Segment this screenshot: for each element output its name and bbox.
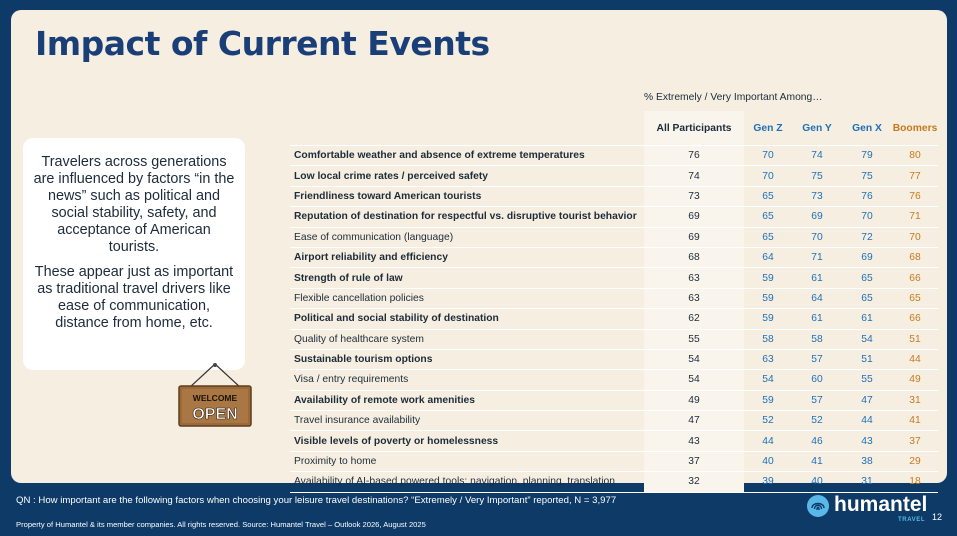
table-row — [290, 247, 938, 267]
column-group-label: % Extremely / Very Important Among… — [644, 91, 823, 103]
value-gen-z: 59 — [744, 309, 792, 329]
value-gen-y: 61 — [792, 309, 842, 329]
value-all: 68 — [644, 247, 744, 267]
value-gen-y: 40 — [792, 472, 842, 492]
factor-label: Visible levels of poverty or homelessness — [290, 431, 644, 451]
value-gen-z: 52 — [744, 411, 792, 431]
factor-label: Reputation of destination for respectful vs. disruptive tourist behavior — [290, 207, 644, 227]
table-row — [290, 186, 938, 206]
table-row — [290, 431, 938, 451]
value-gen-z: 39 — [744, 472, 792, 492]
table-row — [290, 349, 938, 369]
value-boomers: 49 — [892, 370, 938, 390]
value-gen-x: 69 — [842, 247, 892, 267]
welcome-open-sign-icon — [177, 362, 253, 428]
table-row — [290, 390, 938, 410]
column-header-all: All Participants — [644, 111, 744, 146]
value-all: 62 — [644, 309, 744, 329]
value-gen-x: 43 — [842, 431, 892, 451]
value-all: 55 — [644, 329, 744, 349]
factor-label: Travel insurance availability — [290, 411, 644, 431]
importance-table — [290, 83, 938, 493]
table-row — [290, 227, 938, 247]
value-boomers: 66 — [892, 268, 938, 288]
factor-label: Sustainable tourism options — [290, 349, 644, 369]
table-row — [290, 166, 938, 186]
value-gen-z: 54 — [744, 370, 792, 390]
humantel-logo — [806, 494, 930, 522]
value-gen-z: 65 — [744, 186, 792, 206]
sign-line-2: OPEN — [192, 406, 238, 423]
value-boomers: 66 — [892, 309, 938, 329]
column-header-gen-y: Gen Y — [792, 111, 842, 146]
table-row — [290, 146, 938, 166]
page-title: Impact of Current Events — [35, 24, 490, 63]
value-all: 54 — [644, 370, 744, 390]
value-all: 63 — [644, 268, 744, 288]
table-row — [290, 268, 938, 288]
table-row — [290, 451, 938, 471]
copyright-notice: Property of Humantel & its member companies. All rights reserved. Source: Humantel Travel – Outlook 2026, August 2025 — [16, 520, 426, 529]
content-card — [11, 10, 947, 488]
factor-label: Availability of AI-based powered tools: navigation, planning, translation — [290, 472, 644, 492]
value-gen-x: 31 — [842, 472, 892, 492]
value-gen-z: 44 — [744, 431, 792, 451]
value-gen-y: 46 — [792, 431, 842, 451]
table-row — [290, 329, 938, 349]
factor-label: Low local crime rates / perceived safety — [290, 166, 644, 186]
value-all: 32 — [644, 472, 744, 492]
value-gen-x: 54 — [842, 329, 892, 349]
value-gen-z: 64 — [744, 247, 792, 267]
logo-wordmark: humantel — [834, 493, 928, 516]
table-row — [290, 309, 938, 329]
value-gen-y: 74 — [792, 146, 842, 166]
question-footnote: QN : How important are the following factors when choosing your leisure travel destinations? “Extremely / Very Important” reported, N = 3,977 — [16, 495, 617, 506]
value-gen-z: 59 — [744, 390, 792, 410]
table-row — [290, 207, 938, 227]
value-all: 43 — [644, 431, 744, 451]
value-boomers: 18 — [892, 472, 938, 492]
factor-label: Quality of healthcare system — [290, 329, 644, 349]
value-gen-y: 60 — [792, 370, 842, 390]
value-gen-x: 70 — [842, 207, 892, 227]
value-gen-z: 58 — [744, 329, 792, 349]
value-all: 74 — [644, 166, 744, 186]
value-gen-x: 65 — [842, 288, 892, 308]
value-gen-z: 59 — [744, 288, 792, 308]
factor-label: Friendliness toward American tourists — [290, 186, 644, 206]
column-header-gen-z: Gen Z — [744, 111, 792, 146]
callout-paragraph-1: Travelers across generations are influenced by factors “in the news” such as political and social stability, safety, and acceptance of American tourists. — [33, 154, 235, 255]
logo-subtitle: TRAVEL — [898, 517, 926, 523]
value-gen-y: 70 — [792, 227, 842, 247]
value-gen-x: 72 — [842, 227, 892, 247]
factor-label: Visa / entry requirements — [290, 370, 644, 390]
value-gen-z: 65 — [744, 207, 792, 227]
factor-label: Proximity to home — [290, 451, 644, 471]
value-gen-y: 52 — [792, 411, 842, 431]
factor-label: Comfortable weather and absence of extreme temperatures — [290, 146, 644, 166]
value-all: 73 — [644, 186, 744, 206]
page-number: 12 — [932, 512, 943, 522]
value-gen-z: 65 — [744, 227, 792, 247]
value-boomers: 29 — [892, 451, 938, 471]
value-gen-x: 61 — [842, 309, 892, 329]
table-row — [290, 411, 938, 431]
factor-label: Strength of rule of law — [290, 268, 644, 288]
factor-label: Airport reliability and efficiency — [290, 247, 644, 267]
value-gen-y: 61 — [792, 268, 842, 288]
value-boomers: 80 — [892, 146, 938, 166]
callout-paragraph-2: These appear just as important as traditional travel drivers like ease of communication, distance from home, etc. — [34, 264, 234, 331]
value-all: 76 — [644, 146, 744, 166]
value-gen-y: 75 — [792, 166, 842, 186]
value-boomers: 68 — [892, 247, 938, 267]
table-row — [290, 472, 938, 492]
value-all: 49 — [644, 390, 744, 410]
value-gen-x: 44 — [842, 411, 892, 431]
value-gen-z: 70 — [744, 166, 792, 186]
value-gen-x: 55 — [842, 370, 892, 390]
value-boomers: 71 — [892, 207, 938, 227]
value-gen-z: 63 — [744, 349, 792, 369]
value-gen-z: 59 — [744, 268, 792, 288]
value-boomers: 51 — [892, 329, 938, 349]
value-gen-y: 41 — [792, 451, 842, 471]
value-boomers: 37 — [892, 431, 938, 451]
value-gen-x: 51 — [842, 349, 892, 369]
value-all: 69 — [644, 227, 744, 247]
factor-label: Political and social stability of destination — [290, 309, 644, 329]
sign-line-1: WELCOME — [192, 393, 238, 403]
value-gen-z: 40 — [744, 451, 792, 471]
table-row — [290, 288, 938, 308]
value-boomers: 76 — [892, 186, 938, 206]
value-boomers: 41 — [892, 411, 938, 431]
value-gen-y: 73 — [792, 186, 842, 206]
value-boomers: 70 — [892, 227, 938, 247]
value-all: 54 — [644, 349, 744, 369]
value-gen-x: 38 — [842, 451, 892, 471]
value-gen-x: 47 — [842, 390, 892, 410]
value-gen-y: 71 — [792, 247, 842, 267]
factor-label: Availability of remote work amenities — [290, 390, 644, 410]
value-gen-x: 76 — [842, 186, 892, 206]
value-all: 69 — [644, 207, 744, 227]
value-gen-y: 57 — [792, 349, 842, 369]
value-all: 63 — [644, 288, 744, 308]
value-gen-y: 58 — [792, 329, 842, 349]
column-header-boomers: Boomers — [892, 111, 938, 146]
value-gen-z: 70 — [744, 146, 792, 166]
table-row — [290, 370, 938, 390]
value-all: 47 — [644, 411, 744, 431]
factor-label: Flexible cancellation policies — [290, 288, 644, 308]
column-header-gen-x: Gen X — [842, 111, 892, 146]
value-boomers: 31 — [892, 390, 938, 410]
value-gen-y: 57 — [792, 390, 842, 410]
fingerprint-icon — [806, 494, 830, 518]
value-gen-y: 64 — [792, 288, 842, 308]
factor-label: Ease of communication (language) — [290, 227, 644, 247]
callout-box — [23, 138, 245, 370]
value-boomers: 77 — [892, 166, 938, 186]
value-gen-x: 79 — [842, 146, 892, 166]
value-all: 37 — [644, 451, 744, 471]
value-boomers: 44 — [892, 349, 938, 369]
value-boomers: 65 — [892, 288, 938, 308]
value-gen-x: 75 — [842, 166, 892, 186]
value-gen-x: 65 — [842, 268, 892, 288]
value-gen-y: 69 — [792, 207, 842, 227]
